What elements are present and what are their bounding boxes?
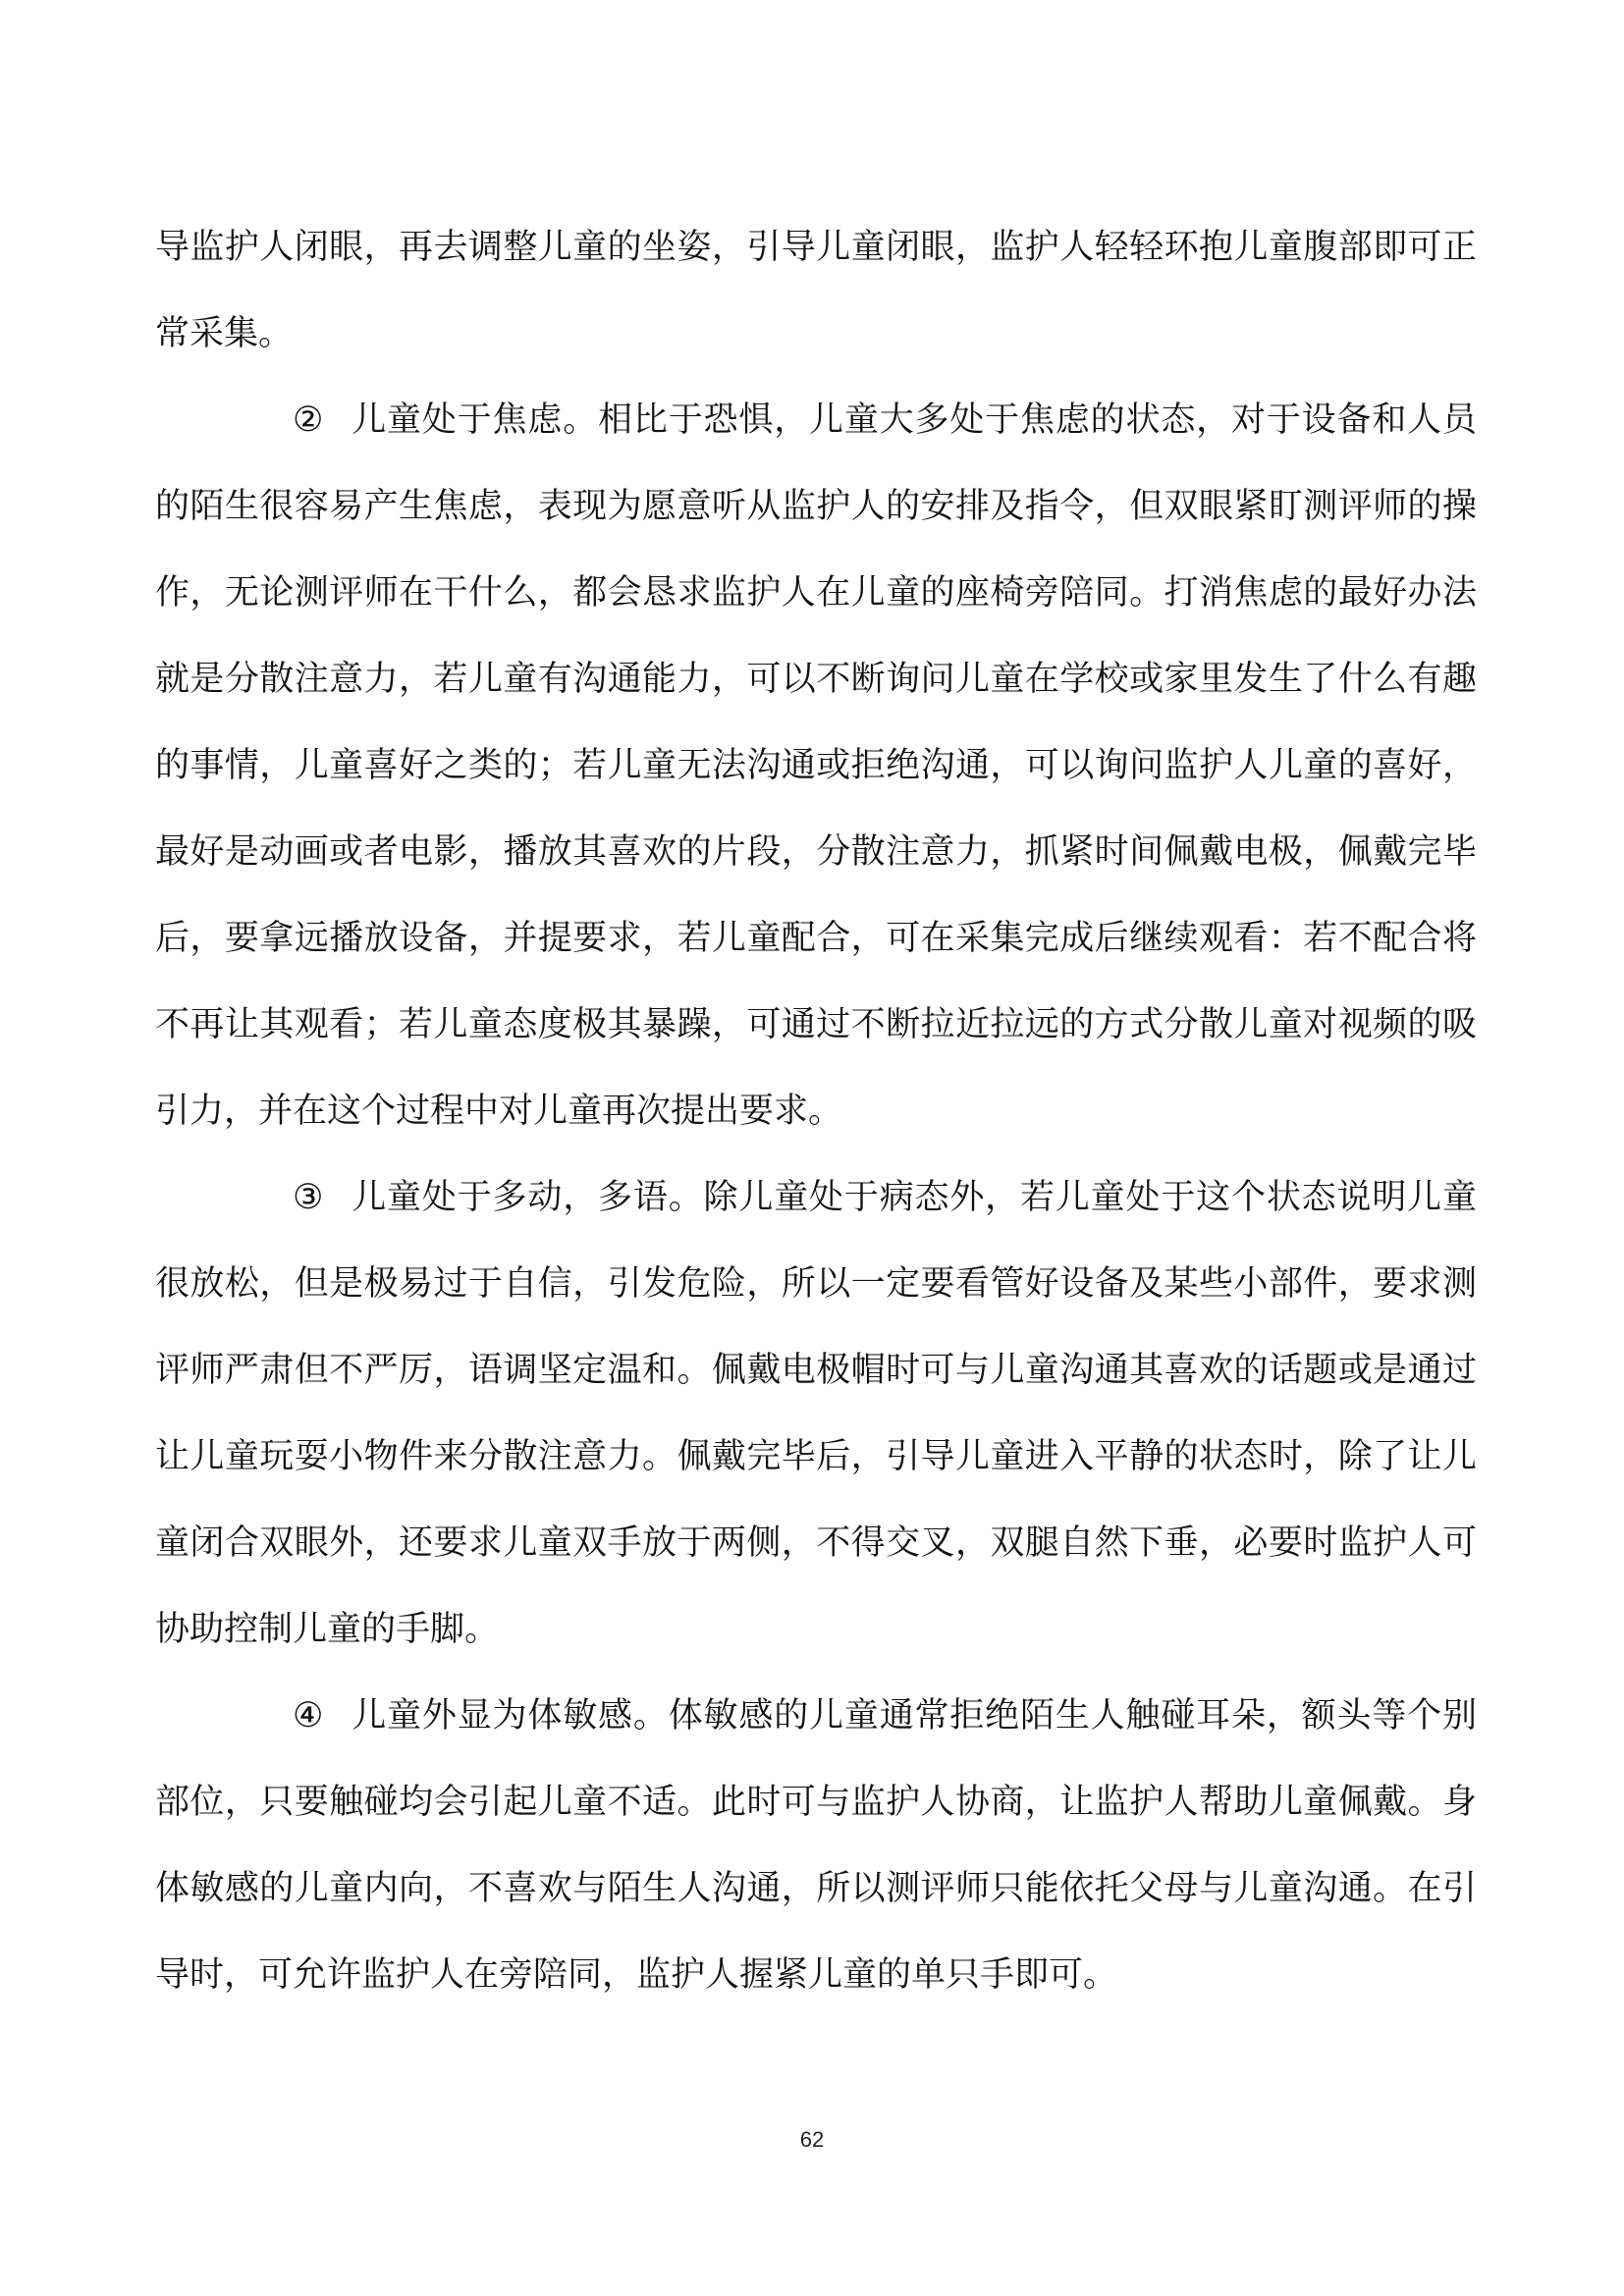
list-marker: ② (293, 400, 324, 440)
paragraph-text: 儿童外显为体敏感。体敏感的儿童通常拒绝陌生人触碰耳朵，额头等个别部位，只要触碰均会引起儿童不适。此时可与监护人协商，让监护人帮助儿童佩戴。身体敏感的儿童内向，不喜欢与陌生人沟通，所以测评师只能依托父母与儿童沟通。在引导时，可允许监护人在旁陪同，监护人握紧儿童的单只手即可。 (155, 1696, 1477, 1995)
paragraph-text: 儿童处于焦虑。相比于恐惧，儿童大多处于焦虑的状态，对于设备和人员的陌生很容易产生焦虑，表现为愿意听从监护人的安排及指令，但双眼紧盯测评师的操作，无论测评师在干什么，都会恳求监护人在儿童的座椅旁陪同。打消焦虑的最好办法就是分散注意力，若儿童有沟通能力，可以不断询问儿童在学校或家里发生了什么有趣的事情，儿童喜好之类的；若儿童无法沟通或拒绝沟通，可以询问监护人儿童的喜好，最好是动画或者电影，播放其喜欢的片段，分散注意力，抓紧时间佩戴电极，佩戴完毕后，要拿远播放设备，并提要求，若儿童配合，可在采集完成后继续观看：若不配合将不再让其观看；若儿童态度极其暴躁，可通过不断拉近拉远的方式分散儿童对视频的吸引力，并在这个过程中对儿童再次提出要求。 (155, 400, 1477, 1131)
body-text (155, 204, 1477, 2018)
page-number: 62 (799, 2127, 825, 2152)
paragraph-text: 儿童处于多动，多语。除儿童处于病态外，若儿童处于这个状态说明儿童很放松，但是极易过于自信，引发危险，所以一定要看管好设备及某些小部件，要求测评师严肃但不严厉，语调坚定温和。佩戴电极帽时可与儿童沟通其喜欢的话题或是通过让儿童玩耍小物件来分散注意力。佩戴完毕后，引导儿童进入平静的状态时，除了让儿童闭合双眼外，还要求儿童双手放于两侧，不得交叉，双腿自然下垂，必要时监护人可协助控制儿童的手脚。 (155, 1178, 1477, 1649)
paragraph-continuation (155, 204, 1477, 377)
paragraph-item-4 (155, 1673, 1477, 2018)
paragraph-text: 导监护人闭眼，再去调整儿童的坐姿，引导儿童闭眼，监护人轻轻环抱儿童腹部即可正常采集。 (155, 228, 1477, 353)
paragraph-item-3 (155, 1154, 1477, 1673)
list-marker: ④ (293, 1696, 324, 1735)
paragraph-item-2 (155, 377, 1477, 1154)
list-marker: ③ (293, 1178, 324, 1217)
